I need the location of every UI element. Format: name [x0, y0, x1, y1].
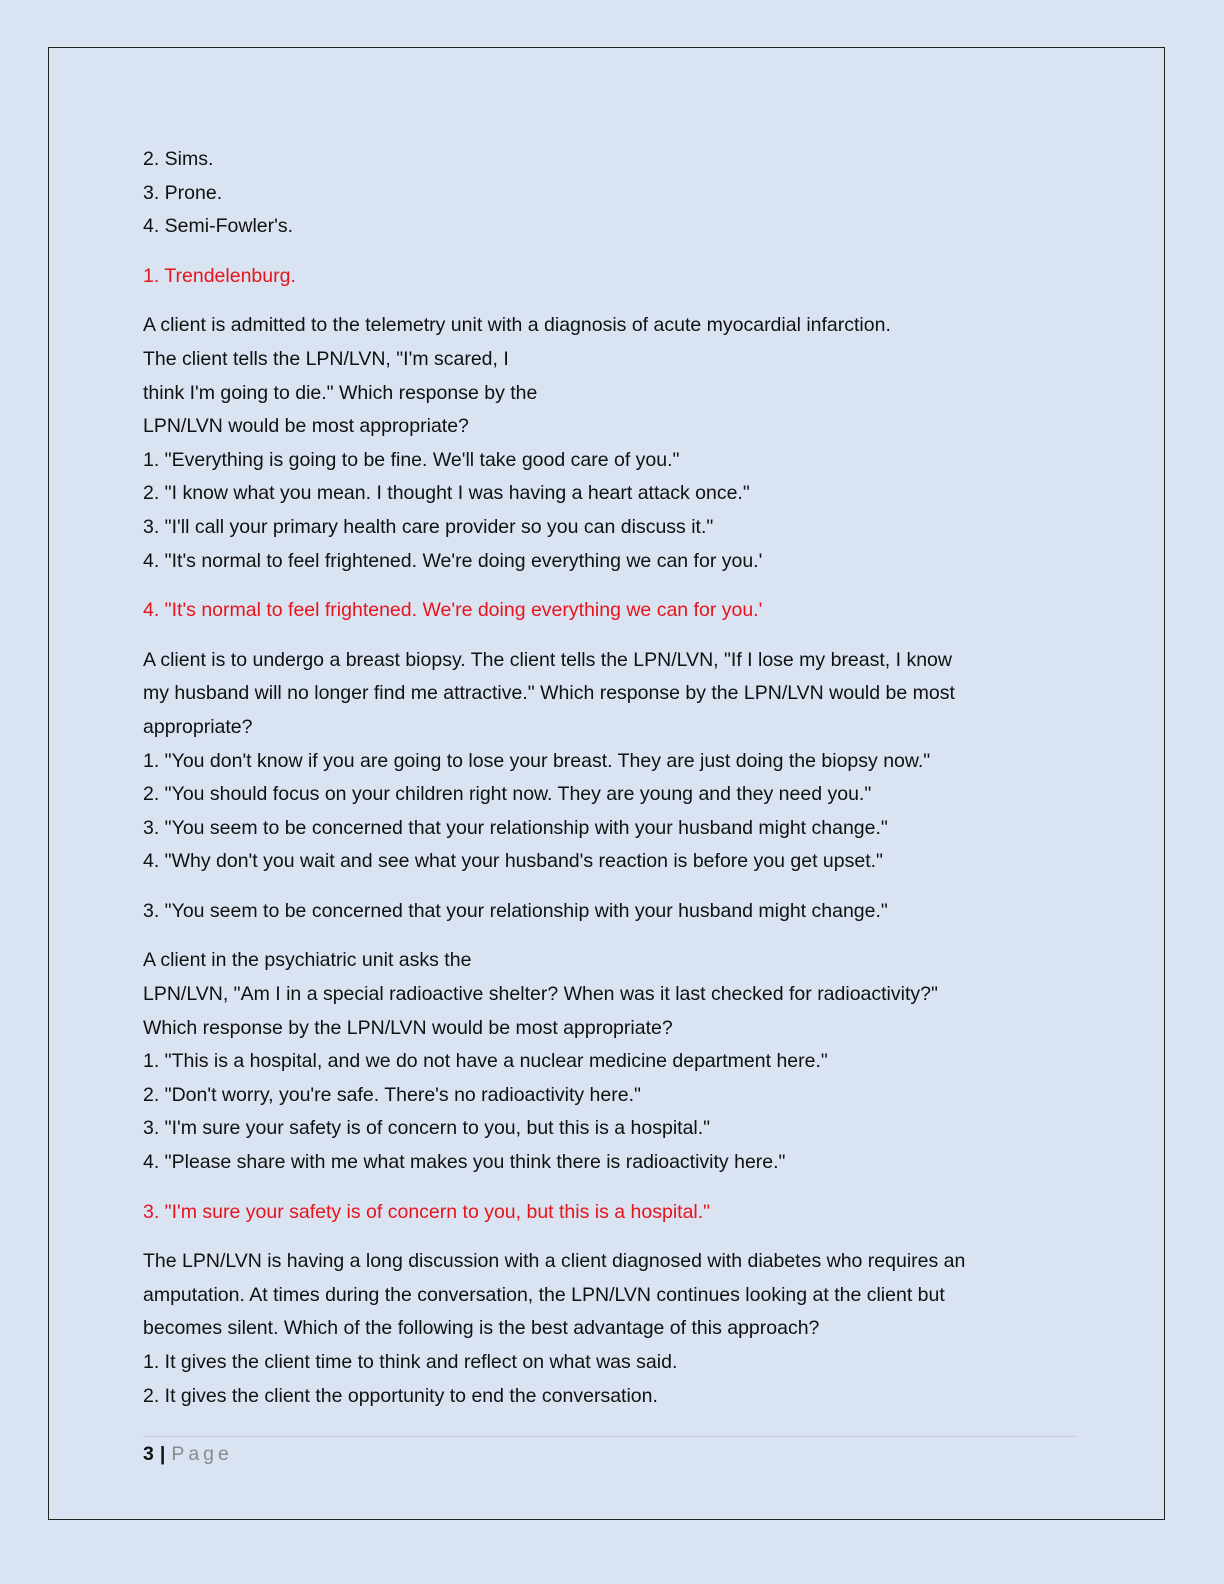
- answer-block: [143, 895, 1078, 929]
- text-line: A client in the psychiatric unit asks the: [143, 949, 472, 972]
- text-line: 2. "I know what you mean. I thought I was having a heart attack once.": [143, 482, 750, 505]
- answer-block: [143, 1196, 1078, 1230]
- text-line: 4. "It's normal to feel frightened. We're doing everything we can for you.': [143, 549, 763, 572]
- footer-divider: [143, 1436, 1076, 1437]
- answer-block: [143, 260, 1078, 294]
- text-line: 2. "You should focus on your children right now. They are young and they need you.": [143, 783, 872, 806]
- text-line: 4. Semi-Fowler's.: [143, 215, 294, 238]
- text-line: 1. "You don't know if you are going to lose your breast. They are just doing the biopsy now.": [143, 749, 931, 772]
- text-line: think I'm going to die." Which response by the: [143, 381, 538, 404]
- text-line: The LPN/LVN is having a long discussion with a client diagnosed with diabetes who requires an: [143, 1250, 966, 1273]
- answer-block: [143, 594, 1078, 628]
- answer-line: 3. "You seem to be concerned that your relationship with your husband might change.": [143, 899, 888, 922]
- question-block: [143, 1245, 1078, 1413]
- text-line: my husband will no longer find me attractive." Which response by the LPN/LVN would be most: [143, 682, 955, 705]
- text-line: 2. It gives the client the opportunity to end the conversation.: [143, 1384, 658, 1407]
- text-line: 2. "Don't worry, you're safe. There's no radioactivity here.": [143, 1083, 641, 1106]
- text-line: 1. "This is a hospital, and we do not have a nuclear medicine department here.": [143, 1050, 828, 1073]
- text-line: 3. Prone.: [143, 181, 223, 204]
- text-line: 4. "Please share with me what makes you think there is radioactivity here.": [143, 1151, 786, 1174]
- options-block: [143, 143, 1078, 244]
- text-line: A client is to undergo a breast biopsy. The client tells the LPN/LVN, "If I lose my breast, I know: [143, 648, 952, 671]
- footer-separator: |: [159, 1443, 166, 1465]
- text-line: 1. "Everything is going to be fine. We'll take good care of you.": [143, 448, 680, 471]
- text-line: 2. Sims.: [143, 148, 214, 170]
- page-number: 3: [143, 1443, 154, 1465]
- question-block: [143, 944, 1078, 1179]
- text-line: The client tells the LPN/LVN, "I'm scared, I: [143, 347, 509, 370]
- text-line: Which response by the LPN/LVN would be most appropriate?: [143, 1016, 673, 1039]
- text-line: becomes silent. Which of the following is the best advantage of this approach?: [143, 1317, 820, 1340]
- text-line: 4. "Why don't you wait and see what your husband's reaction is before you get upset.": [143, 850, 883, 873]
- answer-line: 1. Trendelenburg.: [143, 264, 296, 287]
- text-line: 1. It gives the client time to think and reflect on what was said.: [143, 1351, 678, 1373]
- text-line: 3. "I'll call your primary health care provider so you can discuss it.": [143, 515, 714, 538]
- text-line: 3. "You seem to be concerned that your relationship with your husband might change.": [143, 816, 888, 839]
- answer-line: 3. "I'm sure your safety is of concern to you, but this is a hospital.": [143, 1200, 711, 1223]
- page-label: Page: [171, 1443, 233, 1465]
- page-footer: [143, 1440, 233, 1468]
- question-block: [143, 309, 1078, 578]
- text-line: LPN/LVN, "Am I in a special radioactive shelter? When was it last checked for radioactivity?": [143, 983, 938, 1006]
- text-line: amputation. At times during the conversation, the LPN/LVN continues looking at the client but: [143, 1283, 945, 1306]
- document-body: [143, 143, 1078, 1429]
- text-line: LPN/LVN would be most appropriate?: [143, 415, 469, 438]
- text-line: appropriate?: [143, 715, 253, 738]
- text-line: 3. "I'm sure your safety is of concern to you, but this is a hospital.": [143, 1117, 711, 1140]
- question-block: [143, 644, 1078, 879]
- text-line: A client is admitted to the telemetry unit with a diagnosis of acute myocardial infarction.: [143, 314, 891, 337]
- answer-line: 4. "It's normal to feel frightened. We're doing everything we can for you.': [143, 599, 763, 622]
